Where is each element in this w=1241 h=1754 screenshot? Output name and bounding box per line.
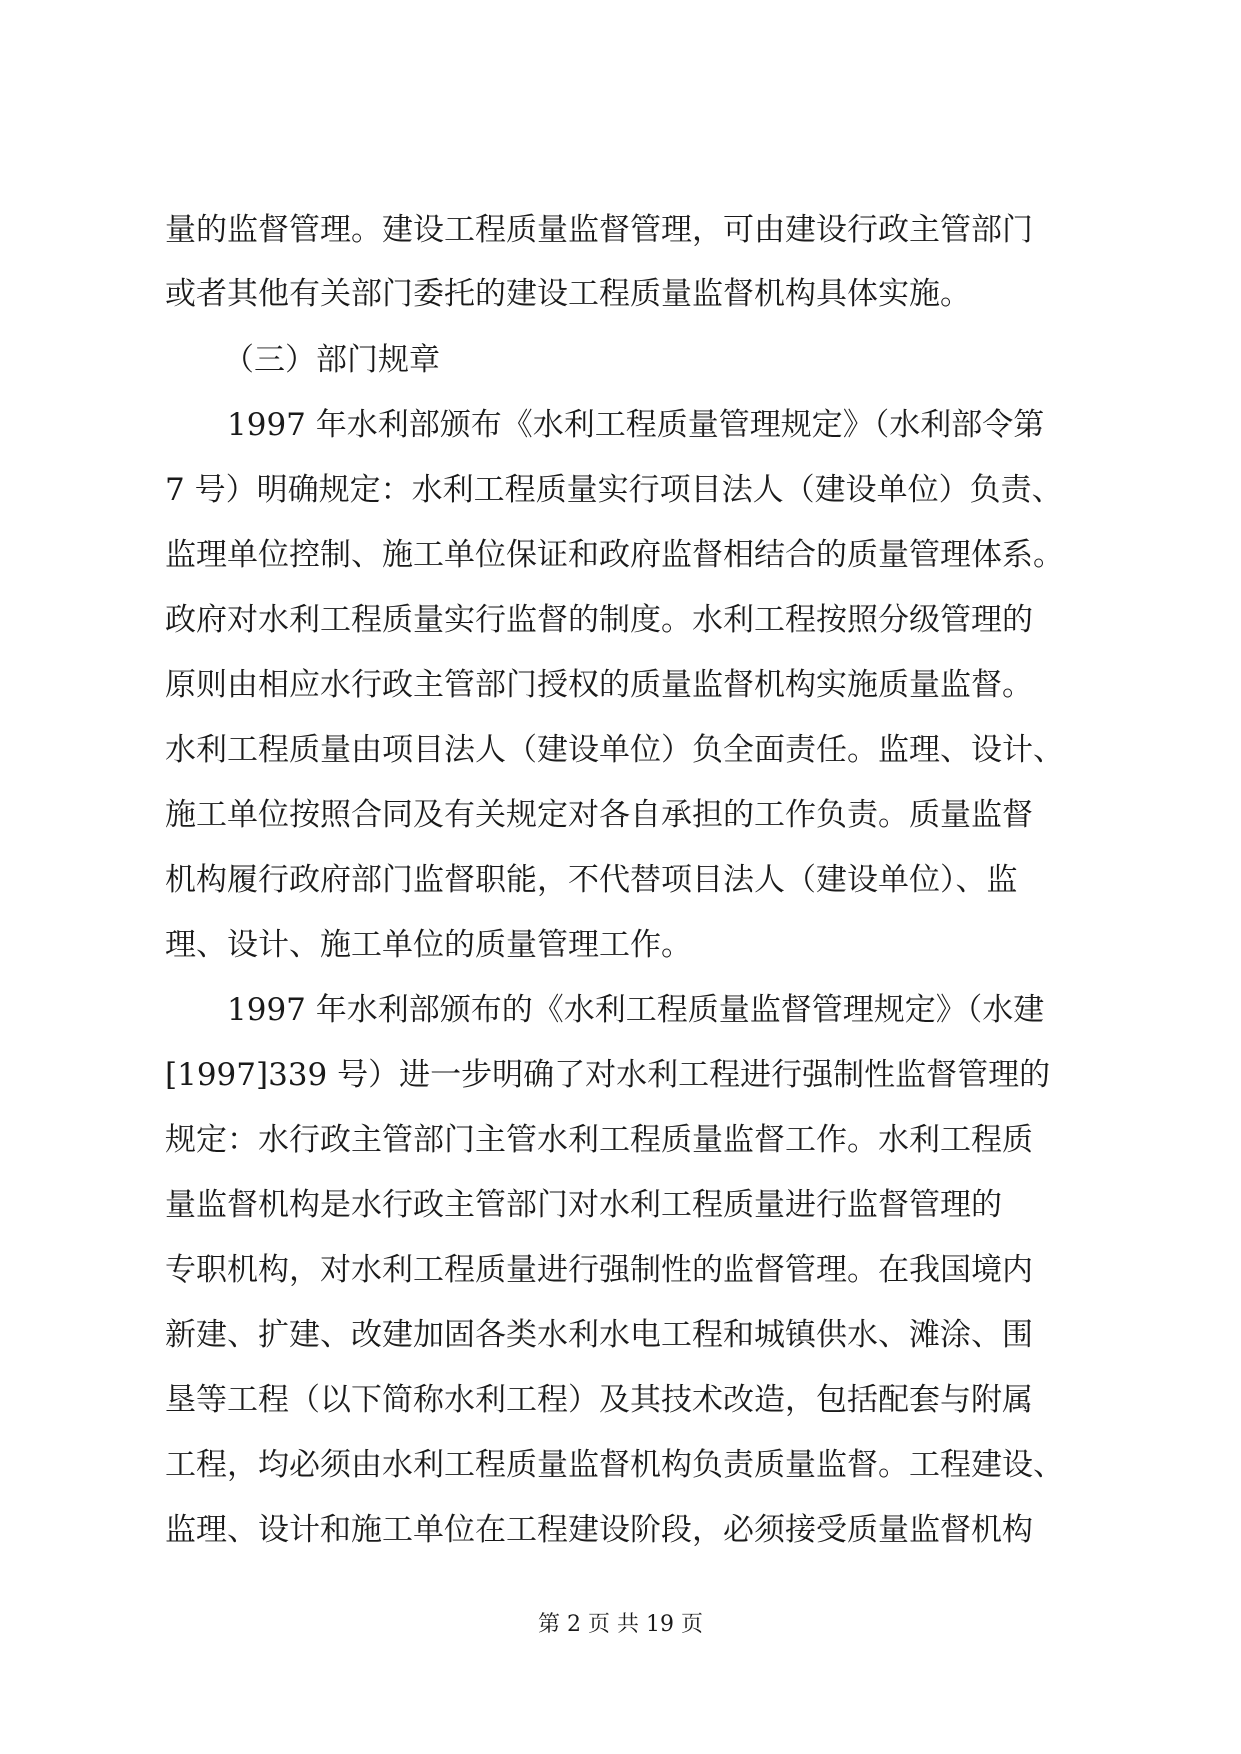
text-line: 监理单位控制、施工单位保证和政府监督相结合的质量管理体系。 <box>165 537 1064 573</box>
text-line: 量的监督管理。建设工程质量监督管理，可由建设行政主管部门 <box>165 212 1033 248</box>
text-line: 或者其他有关部门委托的建设工程质量监督机构具体实施。 <box>165 276 971 312</box>
text-line: 政府对水利工程质量实行监督的制度。水利工程按照分级管理的 <box>165 602 1033 638</box>
text-line: 监理、设计和施工单位在工程建设阶段，必须接受质量监督机构 <box>165 1512 1033 1548</box>
section-heading: （三）部门规章 <box>223 342 440 378</box>
text-line: 1997 年水利部颁布的《水利工程质量监督管理规定》（水建 <box>227 992 1045 1028</box>
text-line: 7 号）明确规定：水利工程质量实行项目法人（建设单位）负责、 <box>165 472 1063 508</box>
text-line: 施工单位按照合同及有关规定对各自承担的工作负责。质量监督 <box>165 797 1033 833</box>
text-line: 机构履行政府部门监督职能，不代替项目法人（建设单位）、监 <box>165 862 1018 898</box>
text-line: 规定：水行政主管部门主管水利工程质量监督工作。水利工程质 <box>165 1122 1033 1158</box>
text-line: 1997 年水利部颁布《水利工程质量管理规定》（水利部令第 <box>227 407 1045 443</box>
text-line: 量监督机构是水行政主管部门对水利工程质量进行监督管理的 <box>165 1187 1002 1223</box>
text-line: [1997]339 号）进一步明确了对水利工程进行强制性监督管理的 <box>165 1057 1051 1093</box>
text-line: 水利工程质量由项目法人（建设单位）负全面责任。监理、设计、 <box>165 732 1064 768</box>
text-line: 新建、扩建、改建加固各类水利水电工程和城镇供水、滩涂、围 <box>165 1317 1033 1353</box>
text-line: 原则由相应水行政主管部门授权的质量监督机构实施质量监督。 <box>165 667 1033 703</box>
text-line: 垦等工程（以下简称水利工程）及其技术改造，包括配套与附属 <box>165 1382 1033 1418</box>
text-line: 专职机构，对水利工程质量进行强制性的监督管理。在我国境内 <box>165 1252 1033 1288</box>
text-line: 工程，均必须由水利工程质量监督机构负责质量监督。工程建设、 <box>165 1447 1064 1483</box>
page-number-footer: 第 2 页 共 19 页 <box>538 1612 703 1637</box>
text-line: 理、设计、施工单位的质量管理工作。 <box>165 927 692 963</box>
